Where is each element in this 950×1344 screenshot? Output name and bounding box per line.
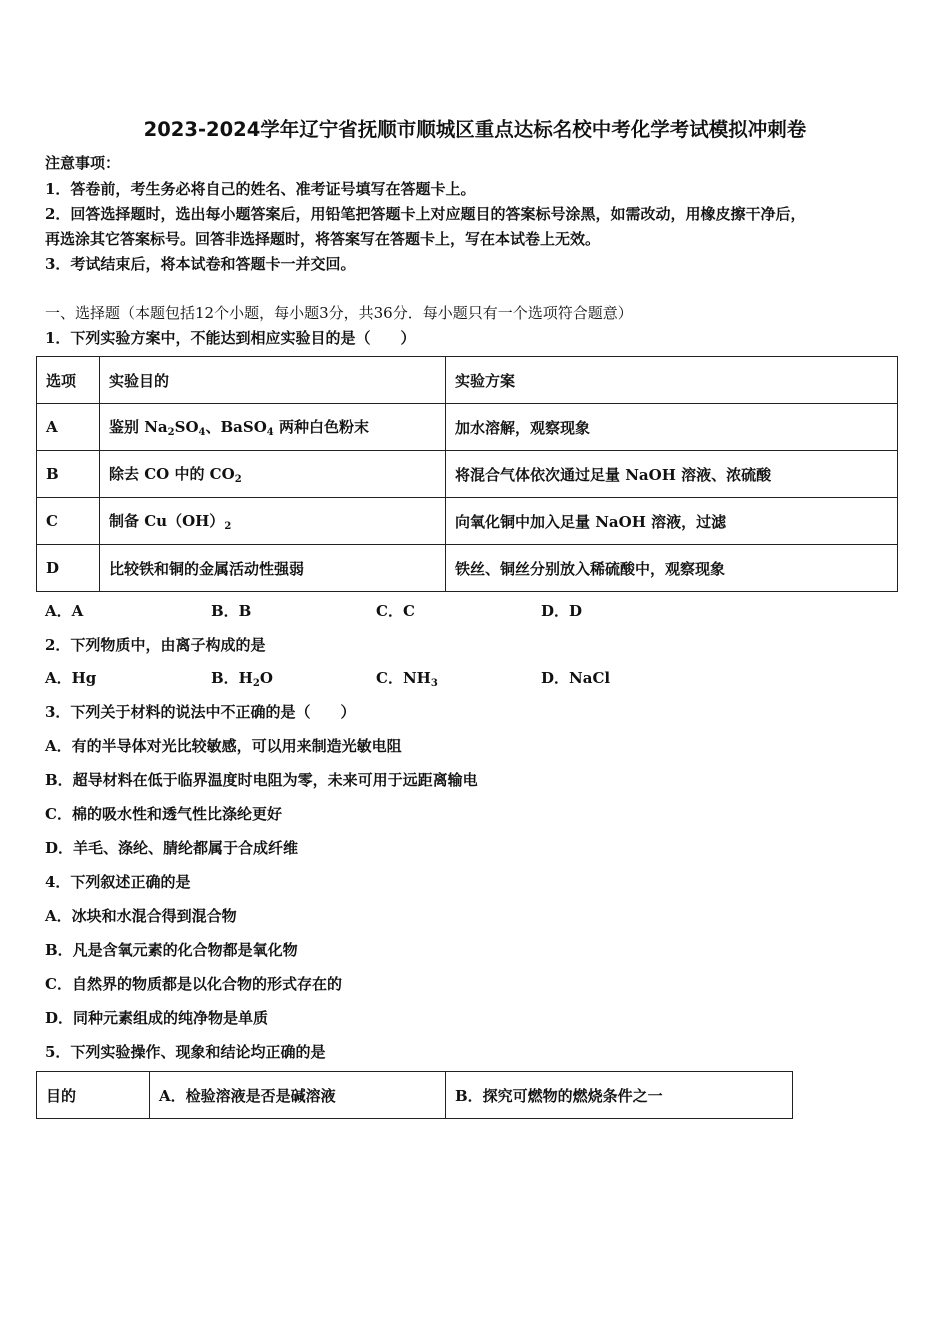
plan-cell: 将混合气体依次通过足量 NaOH 溶液、浓硫酸	[446, 451, 898, 498]
table-row	[37, 1072, 793, 1119]
q3-option: D．羊毛、涤纶、腈纶都属于合成纤维	[45, 839, 299, 857]
option-key: A	[37, 404, 100, 451]
q3-option: A．有的半导体对光比较敏感，可以用来制造光敏电阻	[45, 737, 402, 755]
plan-cell: 铁丝、铜丝分别放入稀硫酸中，观察现象	[446, 545, 898, 592]
table-row	[37, 545, 898, 592]
table-row	[37, 498, 898, 545]
goal-cell: 制备 $Cu(OH)_2$	[100, 498, 446, 545]
header-cell: 实验目的	[100, 357, 446, 404]
q5-table	[36, 1071, 793, 1119]
plan-cell: 向氧化铜中加入足量 NaOH 溶液，过滤	[446, 498, 898, 545]
q2-option: D．NaCl	[541, 669, 611, 687]
q3-option: C．棉的吸水性和透气性比涤纶更好	[45, 805, 282, 823]
section-heading: 一、选择题（本题包括12个小题，每小题3分，共36分．每小题只有一个选项符合题意）	[45, 304, 633, 322]
option-key: D	[37, 545, 100, 592]
q2-option: C．$NH_3$	[376, 669, 438, 689]
q4-option: A．冰块和水混合得到混合物	[45, 907, 237, 925]
q1-table	[36, 356, 898, 592]
q1-option: C．C	[376, 602, 415, 620]
q1-option: B．B	[211, 602, 252, 620]
q4-stem: 4．下列叙述正确的是	[45, 873, 191, 891]
q5-cell: B．探究可燃物的燃烧条件之一	[446, 1072, 793, 1119]
header-cell: 选项	[37, 357, 100, 404]
goal-cell: 比较铁和铜的金属活动性强弱	[100, 545, 446, 592]
q2-option: A．Hg	[45, 669, 97, 687]
table-header-row	[37, 357, 898, 404]
notice-item: 再选涂其它答案标号。回答非选择题时，将答案写在答题卡上，写在本试卷上无效。	[45, 230, 601, 248]
option-key: B	[37, 451, 100, 498]
notice-item: 1．答卷前，考生务必将自己的姓名、准考证号填写在答题卡上。	[45, 180, 476, 198]
notice-item: 2．回答选择题时，选出每小题答案后，用铅笔把答题卡上对应题目的答案标号涂黑，如需改动，用橡皮擦干净后，	[45, 205, 806, 223]
q2-stem: 2．下列物质中，由离子构成的是	[45, 636, 266, 654]
q5-cell: A．检验溶液是否是碱溶液	[150, 1072, 446, 1119]
q4-option: B．凡是含氧元素的化合物都是氧化物	[45, 941, 298, 959]
q3-option: B．超导材料在低于临界温度时电阻为零，未来可用于远距离输电	[45, 771, 478, 789]
q4-option: C．自然界的物质都是以化合物的形式存在的	[45, 975, 342, 993]
notice-item: 3．考试结束后，将本试卷和答题卡一并交回。	[45, 255, 356, 273]
goal-cell: 鉴别 $Na_2SO_4$、BaSO$_4$ 两种白色粉末	[100, 404, 446, 451]
notice-heading: 注意事项：	[45, 154, 121, 172]
q3-stem: 3．下列关于材料的说法中不正确的是（ ）	[45, 703, 356, 721]
page-title: 2023-2024学年辽宁省抚顺市顺城区重点达标名校中考化学考试模拟冲刺卷	[143, 118, 807, 141]
option-key: C	[37, 498, 100, 545]
q2-option: B．$H_2O$	[211, 669, 273, 689]
q1-option: A．A	[45, 602, 84, 620]
q4-option: D．同种元素组成的纯净物是单质	[45, 1009, 269, 1027]
plan-cell: 加水溶解，观察现象	[446, 404, 898, 451]
table-row	[37, 404, 898, 451]
q5-cell: 目的	[37, 1072, 150, 1119]
q1-option: D．D	[541, 602, 583, 620]
q1-stem: 1．下列实验方案中，不能达到相应实验目的是（ ）	[45, 329, 416, 347]
table-row	[37, 451, 898, 498]
q5-stem: 5．下列实验操作、现象和结论均正确的是	[45, 1043, 326, 1061]
goal-cell: 除去 CO 中的 $CO_2$	[100, 451, 446, 498]
header-cell: 实验方案	[446, 357, 898, 404]
